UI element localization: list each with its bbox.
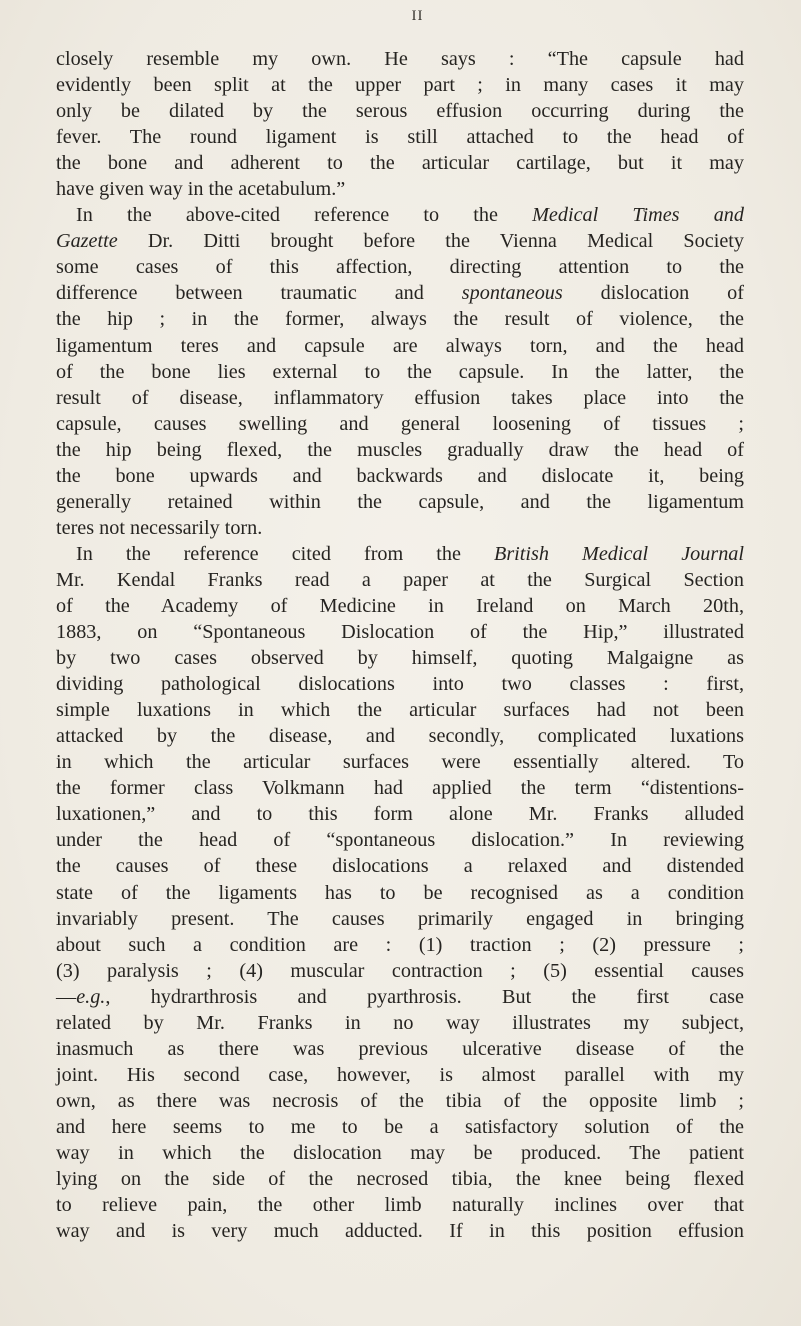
text-line [56, 567, 744, 593]
text-line [56, 645, 744, 671]
text-run: In the above-cited reference to the [76, 204, 533, 227]
text-run: dislocation of [562, 282, 744, 305]
text-line [56, 333, 744, 359]
text-run: and here seems to me to be a satisfactory solution of the [56, 1115, 744, 1138]
text-run: related by Mr. Franks in no way illustrates my subject, [56, 1011, 744, 1034]
text-line [56, 176, 744, 202]
text-run: In the reference cited from the [76, 542, 494, 565]
text-run: the bone upwards and backwards and dislocate it, being [56, 464, 744, 487]
text-line [56, 906, 744, 932]
text-run: closely resemble my own. He says : “The capsule had [56, 48, 744, 70]
text-run: the hip being flexed, the muscles gradually draw the head of [56, 438, 744, 461]
text-line [56, 306, 744, 332]
text-run: in which the articular surfaces were essentially altered. To [56, 751, 744, 774]
text-run: own, as there was necrosis of the tibia of the opposite limb ; [56, 1089, 744, 1112]
text-line [56, 437, 744, 463]
text-line [56, 801, 744, 827]
text-run: ligamentum teres and capsule are always torn, and the head [56, 334, 744, 357]
text-line [56, 124, 744, 150]
text-run: of the Academy of Medicine in Ireland on March 20th, [56, 594, 744, 617]
text-run: the hip ; in the former, always the result of violence, the [56, 308, 744, 331]
text-run: to relieve pain, the other limb naturally inclines over that [56, 1194, 744, 1217]
text-run: 1883, on “Spontaneous Dislocation of the Hip,” illustrated [56, 621, 744, 644]
text-run: Mr. Kendal Franks read a paper at the Surgical Section [56, 568, 744, 591]
body-text [56, 46, 744, 1244]
text-run: have given way in the acetabulum.” [56, 178, 346, 201]
text-line [56, 150, 744, 176]
text-run: only be dilated by the serous effusion occurring during the [56, 100, 744, 123]
text-line [56, 749, 744, 775]
text-line [56, 697, 744, 723]
text-line [56, 1166, 744, 1192]
paragraph [56, 46, 744, 202]
text-line [56, 72, 744, 98]
text-line [56, 723, 744, 749]
italic-text: Gazette [56, 230, 118, 253]
italic-text: spontaneous [461, 282, 563, 305]
text-run: state of the ligaments has to be recognised as a condition [56, 881, 744, 904]
text-line [56, 359, 744, 385]
text-run: under the head of “spontaneous dislocation.” In reviewing [56, 829, 744, 852]
text-run: capsule, causes swelling and general loosening of tissues ; [56, 412, 744, 435]
italic-text: Medical Times and [532, 204, 744, 227]
text-run: Dr. Ditti brought before the Vienna Medical Society [117, 230, 744, 253]
text-line [56, 1192, 744, 1218]
paragraph [56, 541, 744, 1244]
text-line [56, 46, 744, 72]
text-line [56, 984, 744, 1010]
text-line [56, 202, 744, 228]
text-run: evidently been split at the upper part ; in many cases it may [56, 74, 744, 97]
text-line [56, 1062, 744, 1088]
text-line [56, 619, 744, 645]
text-line [56, 515, 744, 541]
text-run: way in which the dislocation may be produced. The patient [56, 1141, 744, 1164]
text-run: teres not necessarily torn. [56, 516, 263, 539]
text-run: (3) paralysis ; (4) muscular contraction ; (5) essential causes [56, 959, 744, 982]
text-run: the causes of these dislocations a relaxed and distended [56, 855, 744, 878]
text-run: simple luxations in which the articular surfaces had not been [56, 699, 744, 722]
text-run: generally retained within the capsule, and the ligamentum [56, 490, 744, 513]
text-run: the former class Volkmann had applied the term “distentions- [56, 777, 744, 800]
text-run: luxationen,” and to this form alone Mr. Franks alluded [56, 803, 744, 826]
text-line [56, 228, 744, 254]
text-run: of the bone lies external to the capsule. In the latter, the [56, 360, 744, 383]
text-run: invariably present. The causes primarily engaged in bringing [56, 907, 744, 930]
text-line [56, 1010, 744, 1036]
text-run: joint. His second case, however, is almost parallel with my [56, 1063, 744, 1086]
text-run: lying on the side of the necrosed tibia, the knee being flexed [56, 1168, 744, 1191]
text-line [56, 254, 744, 280]
text-line [56, 411, 744, 437]
text-line [56, 593, 744, 619]
text-line [56, 853, 744, 879]
italic-text: e.g. [76, 985, 106, 1008]
text-line [56, 98, 744, 124]
text-run: way and is very much adducted. If in this position effusion [56, 1220, 744, 1243]
text-line [56, 958, 744, 984]
text-run: some cases of this affection, directing attention to the [56, 256, 744, 279]
text-run: by two cases observed by himself, quoting Malgaigne as [56, 647, 744, 670]
text-line [56, 1036, 744, 1062]
text-line [56, 775, 744, 801]
text-line [56, 385, 744, 411]
text-run: — [56, 985, 77, 1008]
text-run: difference between traumatic and [56, 282, 462, 305]
paragraph [56, 202, 744, 541]
page-number: II [411, 8, 424, 24]
text-line [56, 1114, 744, 1140]
text-run: dividing pathological dislocations into two classes : first, [56, 673, 744, 696]
text-line [56, 463, 744, 489]
text-run: the bone and adherent to the articular cartilage, but it may [56, 152, 744, 175]
text-line [56, 827, 744, 853]
text-run: , hydrarthrosis and pyarthrosis. But the first case [105, 985, 744, 1008]
text-line [56, 1218, 744, 1244]
text-line [56, 280, 744, 306]
text-run: inasmuch as there was previous ulcerative disease of the [56, 1037, 744, 1060]
text-line [56, 541, 744, 567]
italic-text: British Medical Journal [493, 542, 744, 565]
text-run: attacked by the disease, and secondly, complicated luxations [56, 725, 744, 748]
text-run: result of disease, inflammatory effusion takes place into the [56, 386, 744, 409]
text-line [56, 1140, 744, 1166]
text-line [56, 932, 744, 958]
text-run: fever. The round ligament is still attached to the head of [56, 126, 744, 149]
text-line [56, 880, 744, 906]
text-line [56, 489, 744, 515]
text-run: about such a condition are : (1) traction ; (2) pressure ; [56, 933, 744, 956]
text-line [56, 671, 744, 697]
text-line [56, 1088, 744, 1114]
